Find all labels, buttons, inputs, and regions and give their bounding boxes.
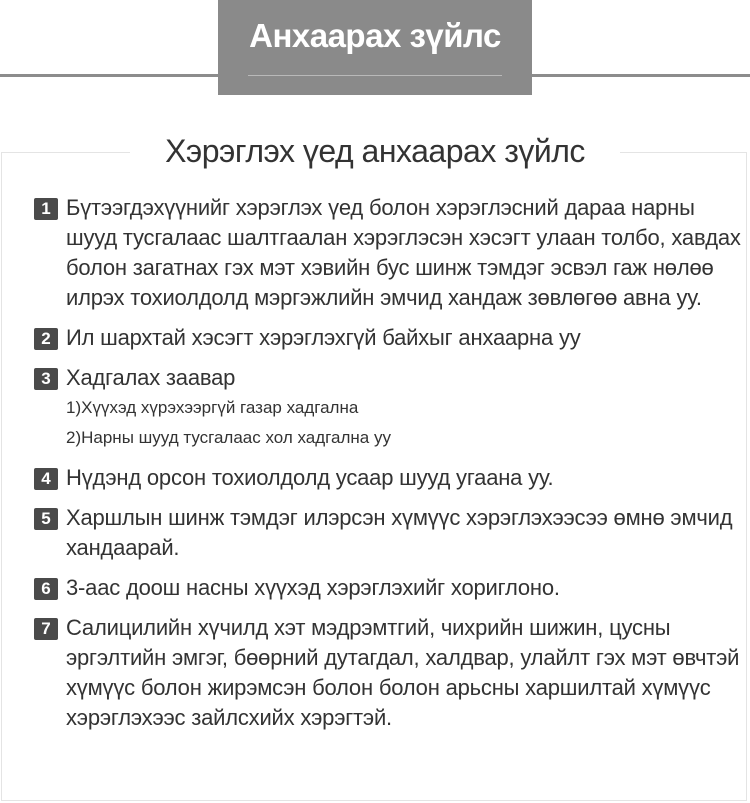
item-number-badge: 6 — [34, 578, 58, 600]
section-title: Хэрэглэх үед анхаарах зүйлс — [130, 128, 620, 174]
header-banner — [218, 0, 532, 95]
list-item — [34, 193, 746, 313]
sub-item: 1)Хүүхэд хүрэхээргүй газар хадгална — [66, 398, 359, 417]
list-item — [34, 503, 746, 563]
precautions-list — [34, 193, 746, 733]
storage-instructions — [66, 393, 746, 453]
list-item — [34, 573, 746, 603]
item-text: Салицилийн хүчилд хэт мэдрэмтгий, чихрийн шижин, цусны эргэлтийн эмгэг, бөөрний дутагдал, халдвар, улайлт гэх мэт өвчтэй хүмүүс болон жирэмсэн болон болон арьсны харшилтай хүмүүс хэрэглэхээс зайлсхийх хэрэгтэй. — [66, 615, 740, 730]
item-number-badge: 2 — [34, 328, 58, 350]
item-text: Бүтээгдэхүүнийг хэрэглэх үед болон хэрэглэсний дараа нарны шууд тусгалаас шалтгаалан хэрэглэсэн хэсэгт улаан толбо, хавдах болон загатнах гэх мэт хэвийн бус шинж тэмдэг эсвэл гаж нөлөө илрэх тохиолдолд мэргэжлийн эмчид хандаж зөвлөгөө авна уу. — [66, 195, 741, 310]
banner-divider — [248, 75, 502, 76]
item-number-badge: 4 — [34, 468, 58, 490]
item-text: Нүдэнд орсон тохиолдолд усаар шууд угаана уу. — [66, 465, 554, 490]
item-text: Ил шархтай хэсэгт хэрэглэхгүй байхыг анхаарна уу — [66, 325, 581, 350]
item-text: Хадгалах заавар — [66, 365, 236, 390]
list-item — [34, 463, 746, 493]
item-number-badge: 5 — [34, 508, 58, 530]
item-number-badge: 7 — [34, 618, 58, 640]
list-item — [34, 323, 746, 353]
item-number-badge: 1 — [34, 198, 58, 220]
list-item — [34, 613, 746, 733]
item-text: 3-аас доош насны хүүхэд хэрэглэхийг хориглоно. — [66, 575, 560, 600]
sub-item: 2)Нарны шууд тусгалаас хол хадгална уу — [66, 428, 391, 447]
item-number-badge: 3 — [34, 368, 58, 390]
list-item — [34, 363, 746, 453]
item-text: Харшлын шинж тэмдэг илэрсэн хүмүүс хэрэглэхээсээ өмнө эмчид хандаарай. — [66, 505, 733, 560]
page-title: Анхаарах зүйлс — [249, 17, 501, 54]
